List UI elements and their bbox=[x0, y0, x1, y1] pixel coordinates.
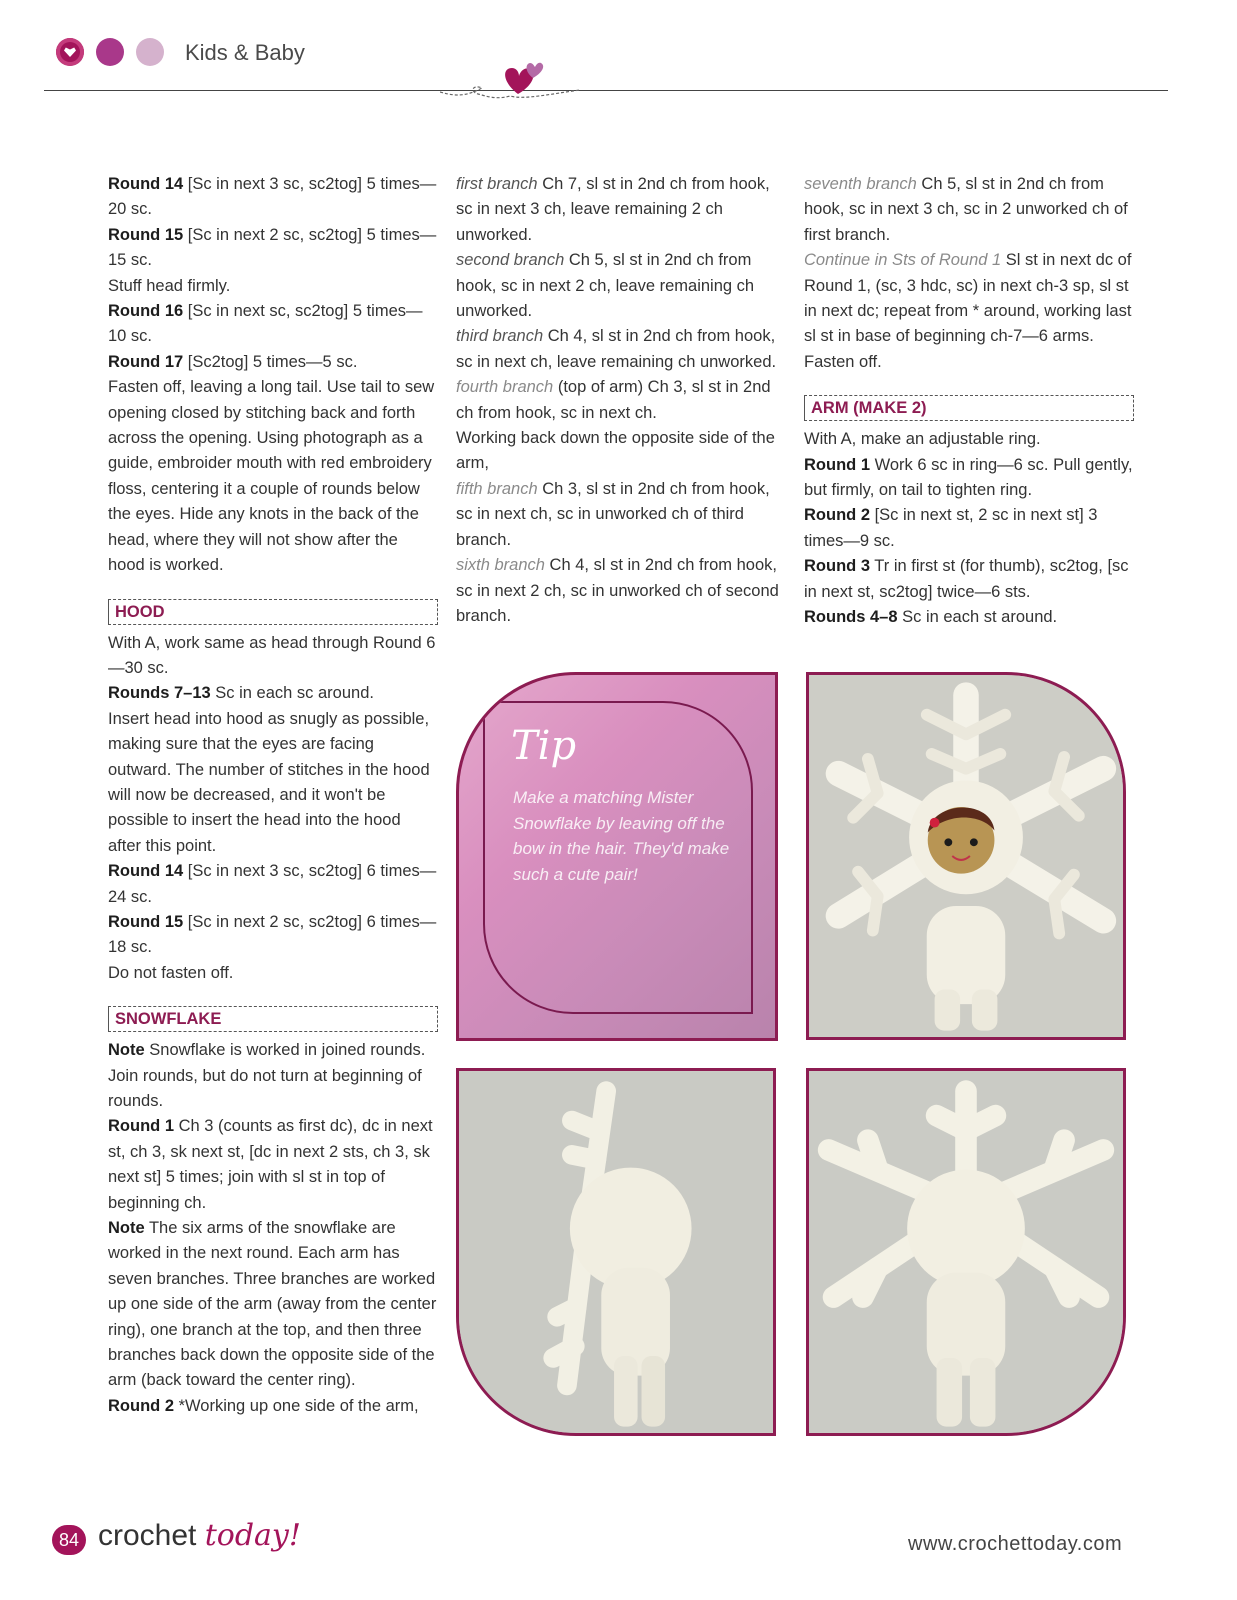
instruction-fasten: Fasten off, leaving a long tail. Use tail to sew opening closed by stitching back and forth across the opening. Using photograph as a guide, embroider mouth with red embroidery floss, centering it a couple of rounds below the eyes. Hide any knots in the back of the head, where they will not show after the hood is worked. bbox=[108, 378, 435, 575]
text-column-3 bbox=[804, 172, 1134, 631]
instruction-stuff: Stuff head firmly. bbox=[108, 276, 231, 295]
hood-intro: With A, work same as head through Round 6—30 sc. bbox=[108, 633, 436, 677]
fourth-branch: fourth branch (top of arm) Ch 3, sl st in 2nd ch from hook, sc in next ch. bbox=[456, 378, 771, 422]
tip-text: Make a matching Mister Snowflake by leaving off the bow in the hair. They'd make such a cute pair! bbox=[513, 788, 730, 884]
header-dots bbox=[56, 38, 164, 66]
arm-round-2: Round 2 [Sc in next st, 2 sc in next st] 3 times—9 sc. bbox=[804, 506, 1098, 550]
snowflake-doll-front-image bbox=[809, 675, 1123, 1037]
photo-front-face bbox=[806, 672, 1126, 1040]
continue-round-1: Continue in Sts of Round 1 Sl st in next dc of Round 1, (sc, 3 hdc, sc) in next ch-3 sp, sl st in next dc; repeat from * around, working last sl st in base of beginning ch-7—6 arms. Fasten off. bbox=[804, 251, 1132, 371]
arm-heading: ARM (MAKE 2) bbox=[804, 395, 1134, 421]
first-branch: first branch Ch 7, sl st in 2nd ch from hook, sc in next 3 ch, leave remaining 2 ch unworked. bbox=[456, 175, 770, 244]
header-rule bbox=[44, 90, 1168, 91]
tip-title: Tip bbox=[511, 723, 577, 769]
hood-round-15: Round 15 [Sc in next 2 sc, sc2tog] 6 times—18 sc. bbox=[108, 912, 437, 957]
section-label: Kids & Baby bbox=[185, 40, 305, 65]
instruction-round-14: Round 14 [Sc in next 3 sc, sc2tog] 5 times—20 sc. bbox=[108, 175, 437, 219]
magazine-logo: crochet today! bbox=[98, 1518, 301, 1553]
photo-back-view bbox=[806, 1068, 1126, 1436]
text-column-1 bbox=[108, 172, 438, 1419]
hearts-icon bbox=[440, 48, 580, 108]
snowflake-heading: SNOWFLAKE bbox=[108, 1006, 438, 1032]
tip-box bbox=[456, 672, 778, 1041]
instruction-round-15: Round 15 [Sc in next 2 sc, sc2tog] 5 times—15 sc. bbox=[108, 225, 437, 270]
heart-dot-icon bbox=[56, 38, 84, 66]
website-url[interactable]: www.crochettoday.com bbox=[908, 1533, 1123, 1555]
snowflake-round-1: Round 1 Ch 3 (counts as first dc), dc in next st, ch 3, sk next st, [dc in next 2 sts, ch 3, sk next st] 5 times; join with sl st in top of beginning ch. bbox=[108, 1117, 433, 1212]
tip-frame bbox=[483, 701, 753, 1014]
page-number: 84 bbox=[52, 1525, 86, 1555]
arm-round-3: Round 3 Tr in first st (for thumb), sc2tog, [sc in next st, sc2tog] twice—6 sts. bbox=[804, 557, 1129, 601]
third-branch: third branch Ch 4, sl st in 2nd ch from hook, sc in next ch, leave remaining ch unworked. bbox=[456, 327, 777, 371]
instruction-round-16: Round 16 [Sc in next sc, sc2tog] 5 times—10 sc. bbox=[108, 302, 423, 346]
photo-side-view bbox=[456, 1068, 776, 1436]
instruction-insert: Insert head into hood as snugly as possible, making sure that the eyes are facing outward. The number of stitches in the hood will now be decreased, and it won't be possible to insert the head into the hood after this point. bbox=[108, 709, 430, 855]
hood-round-14: Round 14 [Sc in next 3 sc, sc2tog] 6 times—24 sc. bbox=[108, 862, 437, 906]
seventh-branch: seventh branch Ch 5, sl st in 2nd ch from hook, sc in next 3 ch, sc in 2 unworked ch of first branch. bbox=[804, 175, 1128, 244]
instruction-rounds-7-13: Rounds 7–13 Sc in each sc around. bbox=[108, 684, 374, 703]
arm-intro: With A, make an adjustable ring. bbox=[804, 430, 1041, 449]
snowflake-doll-back-image bbox=[809, 1071, 1123, 1433]
snowflake-doll-side-image bbox=[459, 1071, 773, 1433]
dot-icon bbox=[136, 38, 164, 66]
instruction-round-17: Round 17 [Sc2tog] 5 times—5 sc. bbox=[108, 352, 358, 371]
working-back: Working back down the opposite side of the arm, bbox=[456, 429, 775, 473]
dot-icon bbox=[96, 38, 124, 66]
hood-heading: HOOD bbox=[108, 599, 438, 625]
arm-rounds-4-8: Rounds 4–8 Sc in each st around. bbox=[804, 608, 1058, 627]
arm-round-1: Round 1 Work 6 sc in ring—6 sc. Pull gently, but firmly, on tail to tighten ring. bbox=[804, 455, 1133, 500]
snowflake-note-2: Note The six arms of the snowflake are worked in the next round. Each arm has seven branches. Three branches are worked up one side of the arm (away from the center ring), one branch at the top, and then three branches back down the opposite side of the arm (back toward the center ring). bbox=[108, 1219, 437, 1390]
sixth-branch: sixth branch Ch 4, sl st in 2nd ch from hook, sc in next 2 ch, sc in unworked ch of second branch. bbox=[456, 556, 779, 625]
snowflake-round-2: Round 2 *Working up one side of the arm, bbox=[108, 1396, 419, 1415]
instruction-no-fasten: Do not fasten off. bbox=[108, 963, 234, 982]
text-column-2 bbox=[456, 172, 786, 629]
snowflake-note-1: Note Snowflake is worked in joined rounds. Join rounds, but do not turn at beginning of rounds. bbox=[108, 1041, 426, 1110]
second-branch: second branch Ch 5, sl st in 2nd ch from hook, sc in next 2 ch, leave remaining ch unworked. bbox=[456, 251, 755, 321]
fifth-branch: fifth branch Ch 3, sl st in 2nd ch from hook, sc in next ch, sc in unworked ch of third branch. bbox=[456, 479, 770, 549]
